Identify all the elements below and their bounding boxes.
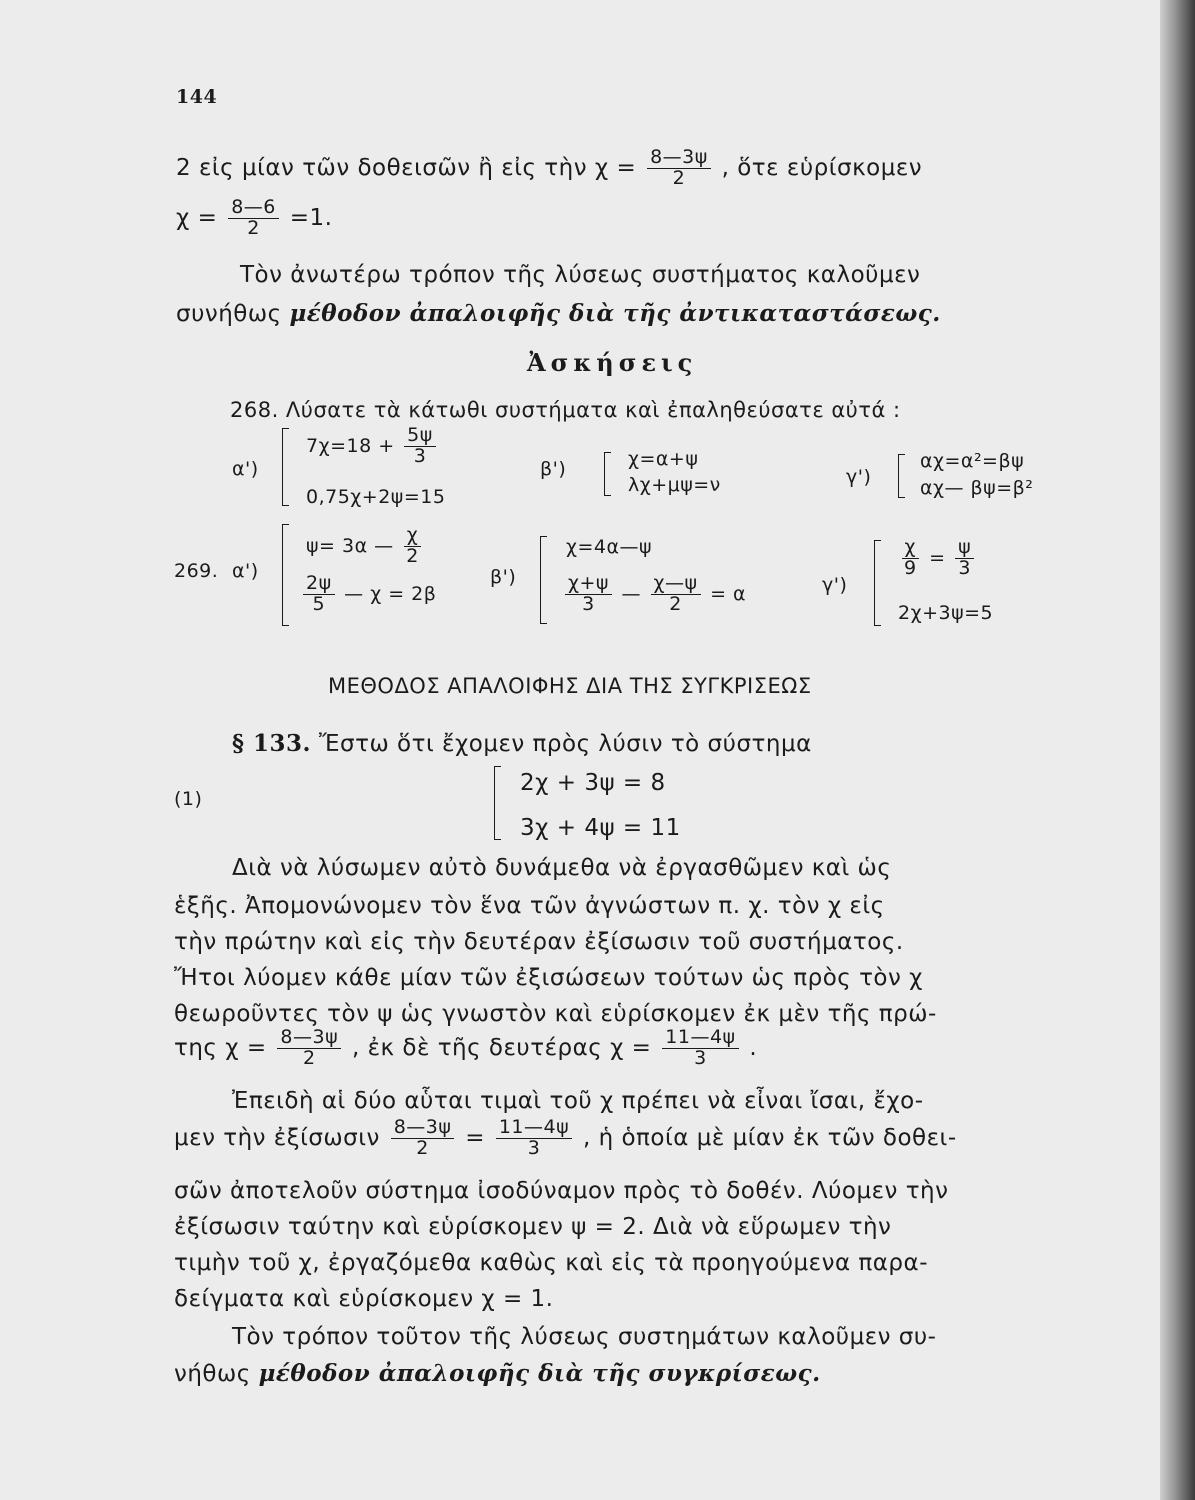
denominator: 2 bbox=[247, 216, 260, 239]
section-marker: § 133. bbox=[232, 730, 312, 757]
numerator: χ bbox=[902, 538, 919, 559]
intro-line-1 bbox=[176, 148, 922, 189]
page-binding-edge bbox=[1160, 0, 1195, 1500]
closing-plain: νήθως bbox=[174, 1361, 251, 1387]
denominator: 9 bbox=[904, 556, 917, 579]
body-line-1: Διὰ νὰ λύσωμεν αὐτὸ δυνάμεθα νὰ ἐργασθῶμεν καὶ ὡς bbox=[232, 855, 892, 881]
ex269-g-brace bbox=[874, 540, 881, 626]
denominator: 2 bbox=[416, 1136, 429, 1159]
denominator: 3 bbox=[694, 1046, 707, 1069]
numerator: 8—6 bbox=[228, 198, 279, 219]
ex269-g-label: γ') bbox=[822, 574, 848, 596]
ex268-g-eq1: αχ=α²=βψ bbox=[920, 450, 1025, 472]
ex269-a-brace bbox=[282, 524, 289, 626]
ex269-a-label: α') bbox=[232, 560, 259, 582]
body2-line-4: ἐξίσωσιν ταύτην καὶ εὑρίσκομεν ψ = 2. Διὰ νὰ εὕρωμεν τὴν bbox=[174, 1214, 892, 1240]
body-line-3: τὴν πρώτην καὶ εἰς τὴν δευτέραν ἐξίσωσιν τοῦ συστήματος. bbox=[174, 929, 904, 955]
system-brace bbox=[494, 766, 501, 840]
equation-text: μεν τὴν ἐξίσωσιν bbox=[174, 1124, 380, 1151]
paragraph-1-line-1: Τὸν ἀνωτέρω τρόπον τῆς λύσεως συστήματος καλοῦμεν bbox=[240, 262, 921, 288]
fraction bbox=[662, 1028, 738, 1069]
equation-text: της χ = bbox=[174, 1034, 267, 1061]
section-133-intro: Ἔστω ὅτι ἔχομεν πρὸς λύσιν τὸ σύστημα bbox=[318, 731, 812, 757]
fraction bbox=[496, 1118, 572, 1159]
equation-text: — χ = 2β bbox=[344, 582, 437, 605]
method-name-comparison: μέθοδον ἀπαλοιφῆς διὰ τῆς συγκρίσεως. bbox=[258, 1360, 821, 1387]
ex268-b-label: β') bbox=[540, 458, 567, 480]
ex268-a-brace bbox=[282, 428, 289, 506]
method-name-substitution: μέθοδον ἀπαλοιφῆς διὰ τῆς ἀντικαταστάσεως. bbox=[289, 300, 941, 327]
numerator: χ+ψ bbox=[565, 574, 612, 595]
exercises-heading: Ἀσκήσεις bbox=[527, 348, 698, 377]
system-label: (1) bbox=[174, 788, 203, 810]
fraction bbox=[647, 148, 711, 189]
numerator: 8—3ψ bbox=[391, 1118, 455, 1139]
numerator: 2ψ bbox=[303, 574, 335, 595]
section-133-line bbox=[232, 730, 812, 757]
denominator: 2 bbox=[302, 1046, 316, 1069]
page-number: 144 bbox=[176, 86, 218, 108]
equation-text: ψ= 3α — bbox=[306, 534, 394, 557]
intro-line-1-tail: , ὅτε εὑρίσκομεν bbox=[721, 154, 923, 181]
numerator: 5ψ bbox=[404, 426, 436, 447]
fraction bbox=[955, 538, 974, 579]
numerator: 8—3ψ bbox=[647, 148, 711, 169]
ex268-a-eq2: 0,75χ+2ψ=15 bbox=[306, 486, 446, 508]
body-line-4: Ἤτοι λύομεν κάθε μίαν τῶν ἐξισώσεων τούτων ὡς πρὸς τὸν χ bbox=[174, 965, 923, 991]
ex268-g-eq2: αχ— βψ=β² bbox=[920, 477, 1034, 499]
body-line-2: ἑξῆς. Ἀπομονώνομεν τὸν ἕνα τῶν ἀγνώστων π. χ. τὸν χ εἰς bbox=[174, 893, 885, 919]
fraction bbox=[403, 526, 422, 567]
body-line-6 bbox=[174, 1028, 757, 1069]
intro-line-2-lhs: χ = bbox=[176, 204, 218, 231]
ex269-b-eq2 bbox=[562, 574, 746, 615]
numerator: χ—ψ bbox=[651, 574, 701, 595]
denominator: 3 bbox=[958, 556, 971, 579]
fraction bbox=[277, 1028, 341, 1069]
system-eq1: 2χ + 3ψ = 8 bbox=[520, 770, 666, 796]
ex269-g-eq2: 2χ+3ψ=5 bbox=[898, 602, 994, 624]
closing-line-1: Τὸν τρόπον τοῦτον τῆς λύσεως συστημάτων καλοῦμεν συ- bbox=[232, 1324, 937, 1350]
ex269-a-eq2 bbox=[300, 574, 436, 615]
equation-text: = bbox=[929, 546, 946, 569]
fraction bbox=[901, 538, 920, 579]
fraction bbox=[651, 574, 701, 615]
body2-line-3: σῶν ἀποτελοῦν σύστημα ἰσοδύναμον πρὸς τὸ δοθέν. Λύομεν τὴν bbox=[174, 1178, 949, 1204]
denominator: 3 bbox=[413, 444, 427, 467]
equation-text: , ἡ ὁποία μὲ μίαν ἐκ τῶν δοθει- bbox=[582, 1124, 957, 1151]
intro-line-2 bbox=[176, 198, 332, 239]
denominator: 3 bbox=[582, 592, 595, 615]
denominator: 2 bbox=[669, 592, 682, 615]
ex268-b-eq1: χ=α+ψ bbox=[628, 448, 699, 470]
ex269-b-eq1: χ=4α—ψ bbox=[566, 536, 653, 558]
fraction bbox=[404, 426, 436, 467]
intro-line-2-tail: =1. bbox=[289, 204, 333, 231]
paragraph-1-line-2 bbox=[176, 300, 941, 327]
fraction bbox=[228, 198, 279, 239]
body2-line-6: δείγματα καὶ εὑρίσκομεν χ = 1. bbox=[174, 1286, 554, 1312]
ex268-a-label: α') bbox=[232, 458, 259, 480]
ex268-a-eq1 bbox=[306, 426, 439, 467]
exercise-268-intro: 268. Λύσατε τὰ κάτωθι συστήματα καὶ ἐπαληθεύσατε αὐτά : bbox=[230, 398, 901, 422]
body2-line-5: τιμὴν τοῦ χ, ἐργαζόμεθα καθὼς καὶ εἰς τὰ προηγούμενα παρα- bbox=[174, 1250, 928, 1276]
equation-text: = bbox=[465, 1124, 486, 1151]
closing-line-2 bbox=[174, 1360, 821, 1387]
equation-text: . bbox=[749, 1034, 758, 1061]
ex268-b-eq2: λχ+μψ=ν bbox=[628, 474, 721, 496]
intro-line-1-text: 2 εἰς μίαν τῶν δοθεισῶν ἢ εἰς τὴν χ = bbox=[176, 154, 637, 181]
ex269-b-brace bbox=[540, 536, 547, 624]
ex269-b-label: β') bbox=[490, 566, 517, 588]
denominator: 5 bbox=[312, 592, 326, 615]
fraction bbox=[565, 574, 612, 615]
numerator: ψ bbox=[955, 538, 974, 559]
equation-text: , ἐκ δὲ τῆς δευτέρας χ = bbox=[351, 1034, 652, 1061]
equation-text: — bbox=[621, 582, 641, 605]
paragraph-1-plain: συνήθως bbox=[176, 301, 282, 327]
denominator: 3 bbox=[527, 1136, 541, 1159]
ex268-g-label: γ') bbox=[846, 466, 872, 488]
fraction bbox=[391, 1118, 455, 1159]
equation-text: 7χ=18 + bbox=[306, 434, 395, 457]
equation-text: = α bbox=[710, 582, 747, 605]
section-title: ΜΕΘΟΔΟΣ ΑΠΑΛΟΙΦΗΣ ΔΙΑ ΤΗΣ ΣΥΓΚΡΙΣΕΩΣ bbox=[328, 674, 812, 698]
ex269-g-eq1 bbox=[898, 538, 977, 579]
numerator: 11—4ψ bbox=[662, 1028, 738, 1049]
exercise-269-number: 269. bbox=[174, 560, 219, 582]
body2-line-1: Ἐπειδὴ αἱ δύο αὗται τιμαὶ τοῦ χ πρέπει νὰ εἶναι ἴσαι, ἔχο- bbox=[232, 1088, 924, 1114]
numerator: χ bbox=[404, 526, 421, 547]
ex268-b-brace bbox=[604, 452, 611, 496]
ex269-a-eq1 bbox=[306, 526, 425, 567]
system-eq2: 3χ + 4ψ = 11 bbox=[520, 815, 681, 841]
body-line-5: θεωροῦντες τὸν ψ ὡς γνωστὸν καὶ εὑρίσκομεν ἐκ μὲν τῆς πρώ- bbox=[174, 1001, 937, 1027]
body2-line-2 bbox=[174, 1118, 957, 1159]
denominator: 2 bbox=[672, 166, 686, 189]
denominator: 2 bbox=[406, 544, 419, 567]
ex268-g-brace bbox=[898, 454, 905, 498]
numerator: 11—4ψ bbox=[496, 1118, 572, 1139]
numerator: 8—3ψ bbox=[277, 1028, 341, 1049]
fraction bbox=[303, 574, 335, 615]
